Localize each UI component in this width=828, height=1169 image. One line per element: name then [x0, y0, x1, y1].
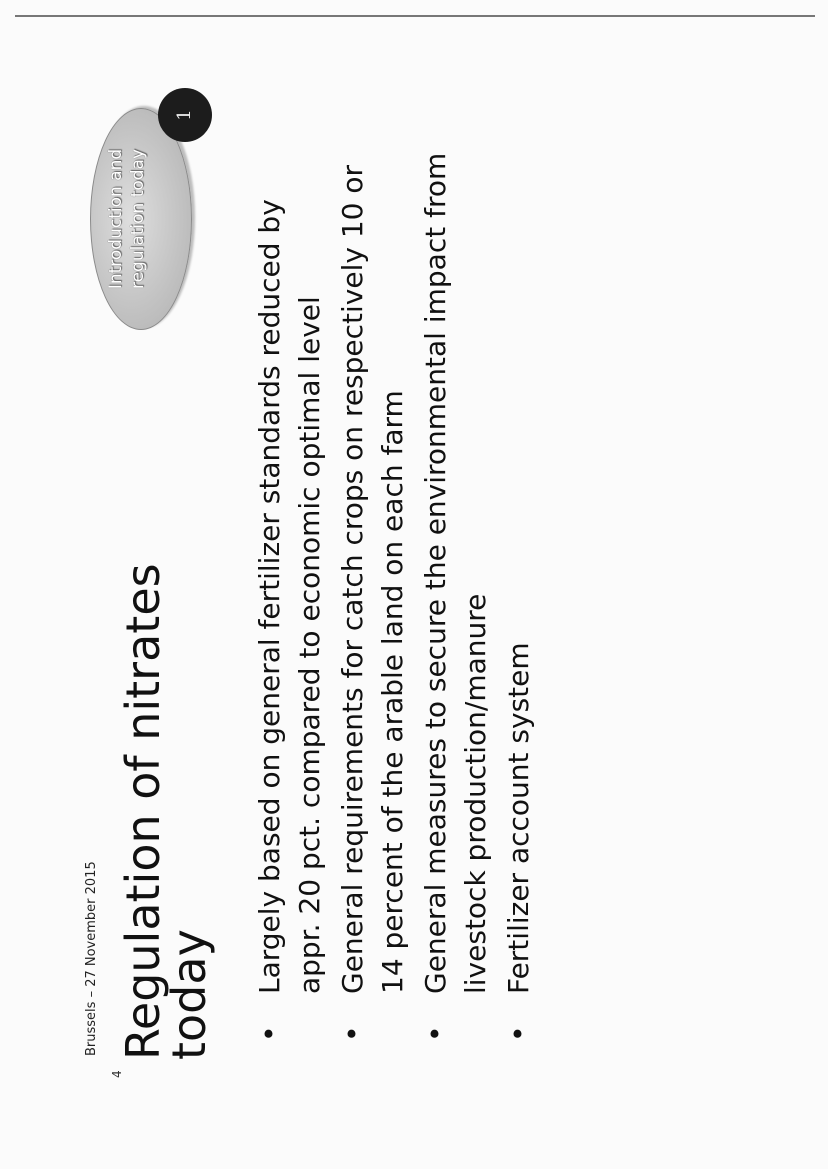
- section-number-circle: 1: [158, 88, 212, 142]
- bullet-item: [499, 142, 539, 1042]
- slide: [50, 60, 780, 1120]
- date-label: Brussels – 27 November 2015: [84, 861, 99, 1056]
- bullet-text: General requirements for catch crops on respectively 10 or 14 percent of the arable land on each farm: [336, 164, 409, 994]
- bullet-icon: •: [253, 1025, 286, 1042]
- bullet-text: Fertilizer account system: [502, 642, 535, 994]
- bullet-text: Largely based on general fertilizer standards reduced by appr. 20 pct. compared to economic optimal level: [253, 199, 326, 994]
- section-badge-label: Introduction and regulation today: [106, 148, 148, 290]
- scan-top-edge-line: [15, 15, 815, 17]
- bullet-text: General measures to secure the environmental impact from livestock production/manure: [419, 152, 492, 994]
- bullet-list: [250, 142, 542, 1042]
- section-badge-ellipse: [90, 108, 192, 330]
- bullet-icon: •: [502, 1025, 535, 1042]
- bullet-item: [416, 142, 496, 1042]
- bullet-icon: •: [336, 1025, 369, 1042]
- bullet-icon: •: [419, 1025, 452, 1042]
- page-number: 4: [110, 1070, 124, 1078]
- bullet-item: [333, 142, 413, 1042]
- slide-title: Regulation of nitrates today: [116, 563, 216, 1060]
- section-badge: [90, 100, 250, 330]
- bullet-item: [250, 142, 330, 1042]
